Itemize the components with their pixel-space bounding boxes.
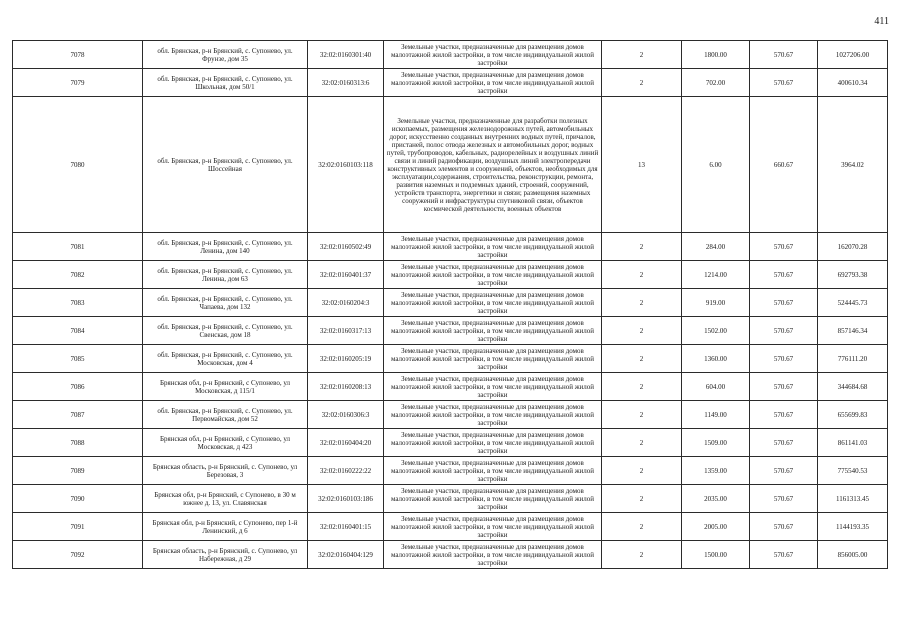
cadastral-number-cell: 32:02:0160317:13 xyxy=(308,317,384,345)
cadastral-number-cell: 32:02:0160222:22 xyxy=(308,457,384,485)
land-use-cell: Земельные участки, предназначенные для размещения домов малоэтажной жилой застройки, в том числе индивидуальной жилой застройки xyxy=(384,41,602,69)
cadastral-value-cell: 524445.73 xyxy=(818,289,888,317)
cadastral-value-cell: 162070.28 xyxy=(818,233,888,261)
cadastral-value-cell: 775540.53 xyxy=(818,457,888,485)
row-number-cell: 7092 xyxy=(13,541,143,569)
land-use-cell: Земельные участки, предназначенные для разработки полезных ископаемых, размещения железнодорожных путей, автомобильных дорог, искусственно созданных внутренних водных путей, причалов, пристаней, полос отвода железных и автомобильных дорог, водных путей, трубопроводов, кабельных, радиорелейных и воздушных линий связи и линий радиофикации, воздушных линий электропередачи конструктивных элементов и сооружений, объектов, необходимых для эксплуатации,содержания, строительства, реконструкции, ремонта, развития наземных и подземных зданий, строений, сооружений, устройств транспорта, энергетики и связи; размещения наземных сооружений и инфраструктуры спутниковой связи, объектов космической деятельности, военных объектов xyxy=(384,97,602,233)
table-row xyxy=(13,69,888,97)
cadastral-number-cell: 32:02:0160103:118 xyxy=(308,97,384,233)
cadastral-number-cell: 32:02:0160401:15 xyxy=(308,513,384,541)
area-cell: 604.00 xyxy=(682,373,750,401)
row-number-cell: 7088 xyxy=(13,429,143,457)
table-row xyxy=(13,41,888,69)
rate-cell: 570.67 xyxy=(750,373,818,401)
address-cell: Брянская обл, р-н Брянский, с Супонево, ул Московская, д 115/1 xyxy=(143,373,308,401)
cadastral-number-cell: 32:02:0160404:20 xyxy=(308,429,384,457)
cadastral-value-cell: 400610.34 xyxy=(818,69,888,97)
row-number-cell: 7079 xyxy=(13,69,143,97)
address-cell: обл. Брянская, р-н Брянский, с. Супонево, ул. Шоссейная xyxy=(143,97,308,233)
page-number: 411 xyxy=(874,16,889,27)
group-cell: 2 xyxy=(602,457,682,485)
land-use-cell: Земельные участки, предназначенные для размещения домов малоэтажной жилой застройки, в том числе индивидуальной жилой застройки xyxy=(384,345,602,373)
land-use-cell: Земельные участки, предназначенные для размещения домов малоэтажной жилой застройки, в том числе индивидуальной жилой застройки xyxy=(384,69,602,97)
land-use-cell: Земельные участки, предназначенные для размещения домов малоэтажной жилой застройки, в том числе индивидуальной жилой застройки xyxy=(384,513,602,541)
rate-cell: 570.67 xyxy=(750,345,818,373)
row-number-cell: 7087 xyxy=(13,401,143,429)
row-number-cell: 7090 xyxy=(13,485,143,513)
cadastral-value-cell: 1161313.45 xyxy=(818,485,888,513)
group-cell: 2 xyxy=(602,429,682,457)
area-cell: 2005.00 xyxy=(682,513,750,541)
address-cell: обл. Брянская, р-н Брянский, с. Супонево, ул. Школьная, дом 50/1 xyxy=(143,69,308,97)
area-cell: 284.00 xyxy=(682,233,750,261)
area-cell: 1509.00 xyxy=(682,429,750,457)
land-use-cell: Земельные участки, предназначенные для размещения домов малоэтажной жилой застройки, в том числе индивидуальной жилой застройки xyxy=(384,373,602,401)
cadastral-value-cell: 692793.38 xyxy=(818,261,888,289)
row-number-cell: 7086 xyxy=(13,373,143,401)
row-number-cell: 7078 xyxy=(13,41,143,69)
table-row xyxy=(13,289,888,317)
address-cell: обл. Брянская, р-н Брянский, с. Супонево, ул. Первомайская, дом 52 xyxy=(143,401,308,429)
table-row xyxy=(13,373,888,401)
rate-cell: 570.67 xyxy=(750,541,818,569)
row-number-cell: 7084 xyxy=(13,317,143,345)
land-use-cell: Земельные участки, предназначенные для размещения домов малоэтажной жилой застройки, в том числе индивидуальной жилой застройки xyxy=(384,317,602,345)
rate-cell: 570.67 xyxy=(750,69,818,97)
table-row xyxy=(13,97,888,233)
area-cell: 2035.00 xyxy=(682,485,750,513)
table-body xyxy=(13,41,888,569)
land-use-cell: Земельные участки, предназначенные для размещения домов малоэтажной жилой застройки, в том числе индивидуальной жилой застройки xyxy=(384,485,602,513)
cadastral-value-cell: 1144193.35 xyxy=(818,513,888,541)
address-cell: Брянская обл, р-н Брянский, с Супонево, ул Московская, д 423 xyxy=(143,429,308,457)
group-cell: 2 xyxy=(602,41,682,69)
cadastral-value-cell: 856005.00 xyxy=(818,541,888,569)
table-row xyxy=(13,457,888,485)
cadastral-value-cell: 776111.20 xyxy=(818,345,888,373)
table-row xyxy=(13,541,888,569)
cadastral-value-cell: 344684.68 xyxy=(818,373,888,401)
address-cell: обл. Брянская, р-н Брянский, с. Супонево, ул. Чапаева, дом 132 xyxy=(143,289,308,317)
rate-cell: 570.67 xyxy=(750,513,818,541)
area-cell: 6.00 xyxy=(682,97,750,233)
cadastral-value-cell: 655699.83 xyxy=(818,401,888,429)
address-cell: Брянская обл, р-н Брянский, с Супонево, пер 1-й Ленинский, д 6 xyxy=(143,513,308,541)
group-cell: 2 xyxy=(602,261,682,289)
cadastral-value-cell: 3964.02 xyxy=(818,97,888,233)
table-row xyxy=(13,485,888,513)
area-cell: 1500.00 xyxy=(682,541,750,569)
cadastral-number-cell: 32:02:0160401:37 xyxy=(308,261,384,289)
cadastral-number-cell: 32:02:0160306:3 xyxy=(308,401,384,429)
area-cell: 1149.00 xyxy=(682,401,750,429)
group-cell: 13 xyxy=(602,97,682,233)
cadastral-number-cell: 32:02:0160502:49 xyxy=(308,233,384,261)
address-cell: обл. Брянская, р-н Брянский, с. Супонево, ул. Свенская, дом 18 xyxy=(143,317,308,345)
row-number-cell: 7089 xyxy=(13,457,143,485)
cadastral-number-cell: 32:02:0160404:129 xyxy=(308,541,384,569)
address-cell: обл. Брянская, р-н Брянский, с. Супонево, ул. Московская, дом 4 xyxy=(143,345,308,373)
address-cell: Брянская обл, р-н Брянский, с Супонево, в 30 м южнее д. 13, ул. Славянская xyxy=(143,485,308,513)
cadastral-value-cell: 857146.34 xyxy=(818,317,888,345)
table-row xyxy=(13,513,888,541)
land-use-cell: Земельные участки, предназначенные для размещения домов малоэтажной жилой застройки, в том числе индивидуальной жилой застройки xyxy=(384,401,602,429)
rate-cell: 570.67 xyxy=(750,401,818,429)
cadastral-number-cell: 32:02:0160301:40 xyxy=(308,41,384,69)
row-number-cell: 7081 xyxy=(13,233,143,261)
address-cell: обл. Брянская, р-н Брянский, с. Супонево, ул. Ленина, дом 140 xyxy=(143,233,308,261)
table-row xyxy=(13,261,888,289)
cadastral-number-cell: 32:02:0160208:13 xyxy=(308,373,384,401)
rate-cell: 570.67 xyxy=(750,233,818,261)
cadastral-number-cell: 32:02:0160205:19 xyxy=(308,345,384,373)
rate-cell: 570.67 xyxy=(750,261,818,289)
area-cell: 919.00 xyxy=(682,289,750,317)
table-row xyxy=(13,317,888,345)
table-row xyxy=(13,345,888,373)
land-use-cell: Земельные участки, предназначенные для размещения домов малоэтажной жилой застройки, в том числе индивидуальной жилой застройки xyxy=(384,289,602,317)
address-cell: обл. Брянская, р-н Брянский, с. Супонево, ул. Ленина, дом 63 xyxy=(143,261,308,289)
land-use-cell: Земельные участки, предназначенные для размещения домов малоэтажной жилой застройки, в том числе индивидуальной жилой застройки xyxy=(384,541,602,569)
group-cell: 2 xyxy=(602,233,682,261)
area-cell: 1800.00 xyxy=(682,41,750,69)
land-use-cell: Земельные участки, предназначенные для размещения домов малоэтажной жилой застройки, в том числе индивидуальной жилой застройки xyxy=(384,261,602,289)
cadastral-value-cell: 861141.03 xyxy=(818,429,888,457)
area-cell: 1360.00 xyxy=(682,345,750,373)
group-cell: 2 xyxy=(602,345,682,373)
cadastral-number-cell: 32:02:0160313:6 xyxy=(308,69,384,97)
rate-cell: 570.67 xyxy=(750,485,818,513)
land-registry-table xyxy=(12,40,888,569)
group-cell: 2 xyxy=(602,513,682,541)
group-cell: 2 xyxy=(602,401,682,429)
cadastral-number-cell: 32:02:0160204:3 xyxy=(308,289,384,317)
rate-cell: 660.67 xyxy=(750,97,818,233)
group-cell: 2 xyxy=(602,485,682,513)
rate-cell: 570.67 xyxy=(750,317,818,345)
rate-cell: 570.67 xyxy=(750,289,818,317)
group-cell: 2 xyxy=(602,373,682,401)
area-cell: 702.00 xyxy=(682,69,750,97)
address-cell: Брянская область, р-н Брянский, с. Супонево, ул Березовая, 3 xyxy=(143,457,308,485)
group-cell: 2 xyxy=(602,289,682,317)
group-cell: 2 xyxy=(602,541,682,569)
area-cell: 1359.00 xyxy=(682,457,750,485)
cadastral-value-cell: 1027206.00 xyxy=(818,41,888,69)
land-use-cell: Земельные участки, предназначенные для размещения домов малоэтажной жилой застройки, в том числе индивидуальной жилой застройки xyxy=(384,429,602,457)
address-cell: Брянская область, р-н Брянский, с. Супонево, ул Набережная, д 29 xyxy=(143,541,308,569)
row-number-cell: 7080 xyxy=(13,97,143,233)
address-cell: обл. Брянская, р-н Брянский, с. Супонево, ул. Фрунзе, дом 35 xyxy=(143,41,308,69)
row-number-cell: 7083 xyxy=(13,289,143,317)
table-row xyxy=(13,429,888,457)
cadastral-number-cell: 32:02:0160103:186 xyxy=(308,485,384,513)
area-cell: 1214.00 xyxy=(682,261,750,289)
table-row xyxy=(13,233,888,261)
row-number-cell: 7082 xyxy=(13,261,143,289)
rate-cell: 570.67 xyxy=(750,41,818,69)
table-row xyxy=(13,401,888,429)
group-cell: 2 xyxy=(602,69,682,97)
row-number-cell: 7085 xyxy=(13,345,143,373)
group-cell: 2 xyxy=(602,317,682,345)
rate-cell: 570.67 xyxy=(750,457,818,485)
rate-cell: 570.67 xyxy=(750,429,818,457)
land-use-cell: Земельные участки, предназначенные для размещения домов малоэтажной жилой застройки, в том числе индивидуальной жилой застройки xyxy=(384,457,602,485)
row-number-cell: 7091 xyxy=(13,513,143,541)
area-cell: 1502.00 xyxy=(682,317,750,345)
land-use-cell: Земельные участки, предназначенные для размещения домов малоэтажной жилой застройки, в том числе индивидуальной жилой застройки xyxy=(384,233,602,261)
